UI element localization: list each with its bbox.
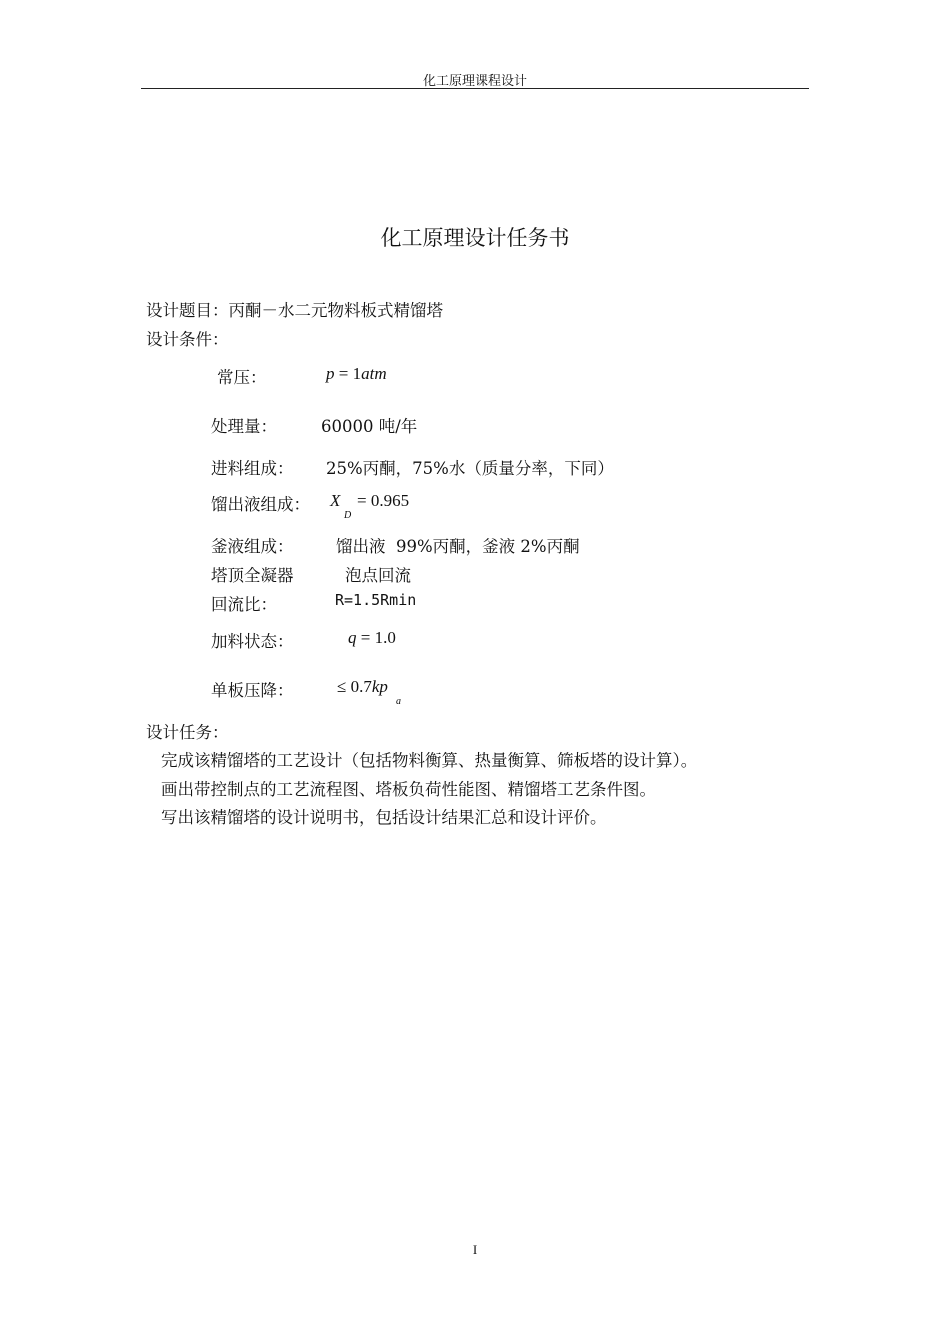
page-header: 化工原理课程设计 [422, 74, 527, 89]
pressure-drop-subscript: a [396, 696, 401, 707]
distillate-composition-label: 馏出液组成： [211, 495, 310, 514]
pressure-unit: atm [361, 364, 387, 383]
conditions-heading: 设计条件： [146, 330, 229, 349]
feed-state-label: 加料状态： [211, 632, 294, 651]
tasks-heading: 设计任务： [146, 723, 229, 742]
feed-composition-label: 进料组成： [211, 459, 294, 478]
throughput-value: 60000 吨/年 [321, 417, 418, 436]
pressure-drop-value: ≤ 0.7 [337, 677, 372, 696]
throughput-label: 处理量： [211, 417, 277, 436]
task-item: 画出带控制点的工艺流程图、塔板负荷性能图、精馏塔工艺条件图。 [161, 780, 656, 799]
pressure-var: p [326, 364, 335, 383]
task-item: 写出该精馏塔的设计说明书，包括设计结果汇总和设计评价。 [161, 808, 607, 827]
header-rule [141, 88, 809, 89]
feed-composition-value: 25%丙酮，75%水（质量分率，下同） [326, 459, 614, 478]
pressure-drop-label: 单板压降： [211, 681, 294, 700]
distillate-var [330, 491, 340, 511]
pressure-formula [326, 364, 387, 384]
condenser-label: 塔顶全凝器 [211, 566, 294, 585]
pressure-eq: = 1 [334, 364, 362, 383]
bottoms-composition-value: 馏出液 99%丙酮，釜液 2%丙酮 [336, 537, 580, 556]
reflux-ratio-label: 回流比： [211, 595, 277, 614]
pressure-drop-unit: kp [371, 677, 388, 696]
feed-state-var: q [348, 628, 357, 647]
document-title: 化工原理设计任务书 [380, 226, 570, 250]
task-item: 完成该精馏塔的工艺设计（包括物料衡算、热量衡算、筛板塔的设计算）。 [161, 751, 698, 770]
pressure-label: 常压： [217, 368, 267, 387]
bottoms-composition-label: 釜液组成： [211, 537, 294, 556]
distillate-symbol: X [330, 491, 341, 510]
design-topic: 设计题目：丙酮－水二元物料板式精馏塔 [146, 301, 443, 320]
reflux-ratio-value: R=1.5Rmin [335, 591, 417, 609]
condenser-value: 泡点回流 [345, 566, 411, 585]
pressure-drop-formula [337, 677, 388, 697]
distillate-value: = 0.965 [357, 491, 410, 510]
feed-state-eq: = 1.0 [356, 628, 396, 647]
feed-state-formula [348, 628, 396, 648]
page-number: I [472, 1242, 478, 1257]
distillate-subscript: D [344, 510, 352, 521]
